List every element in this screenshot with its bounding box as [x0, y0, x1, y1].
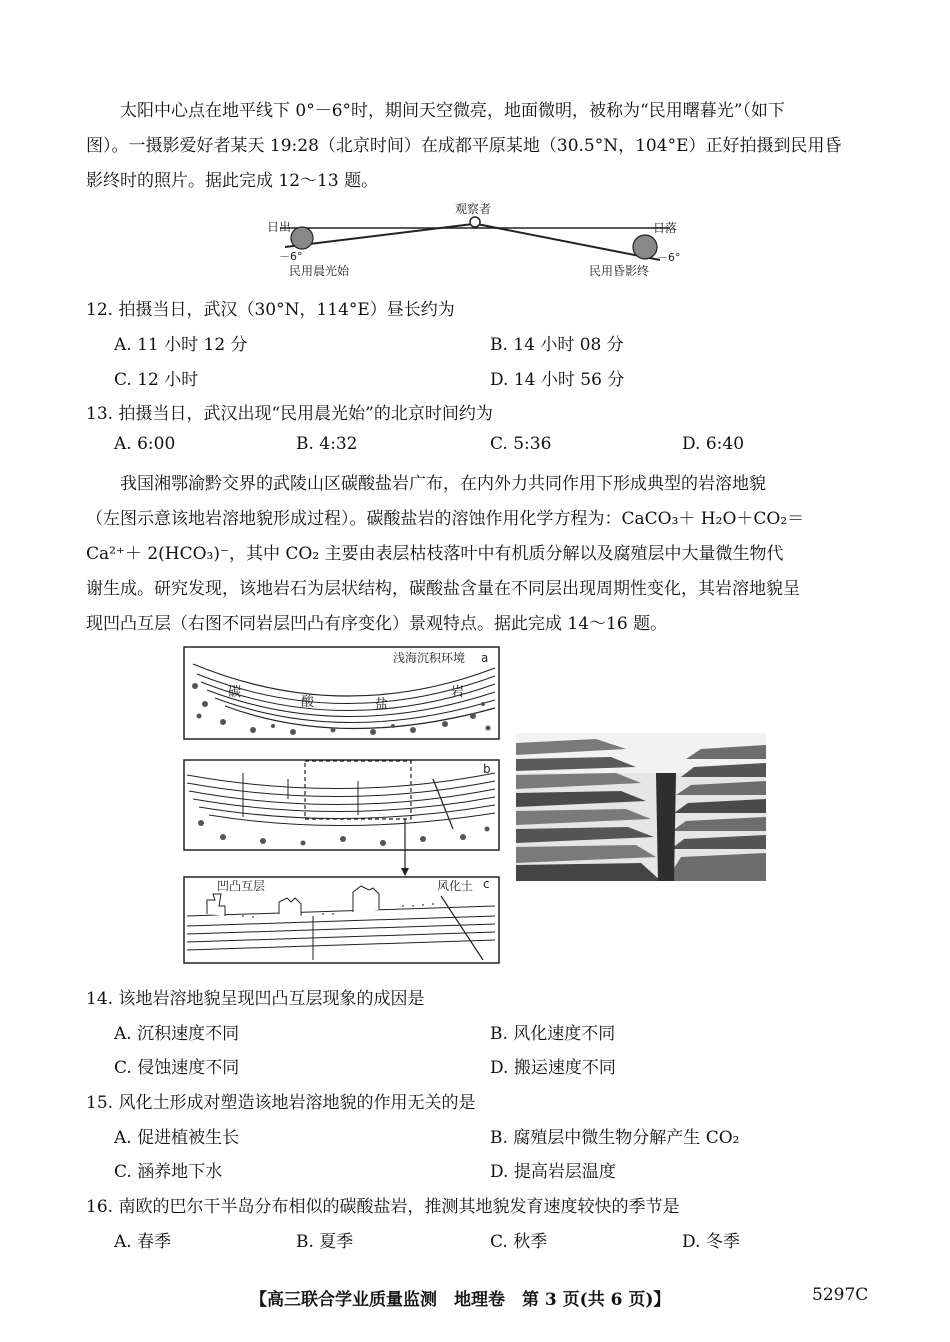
sunset-sun — [633, 235, 657, 259]
rock-char-3: 盐 — [375, 697, 389, 712]
q14-option-b[interactable]: B. 风化速度不同 — [490, 1024, 616, 1044]
panel-b-tag: b — [483, 762, 491, 776]
rock-char-2: 酸 — [301, 695, 315, 710]
q15-option-a[interactable]: A. 促进植被生长 — [114, 1128, 240, 1148]
sight-line-right — [477, 224, 660, 260]
sunrise-label: 日出 — [267, 220, 292, 234]
q12-option-a[interactable]: A. 11 小时 12 分 — [114, 335, 248, 355]
sunset-label: 日落 — [653, 221, 678, 235]
q16-option-a[interactable]: A. 春季 — [114, 1232, 172, 1252]
panel-b — [184, 760, 499, 850]
q16-stem: 16. 南欧的巴尔干半岛分布相似的碳酸盐岩，推测其地貌发育速度较快的季节是 — [86, 1197, 680, 1217]
q16-option-c[interactable]: C. 秋季 — [490, 1232, 548, 1252]
sunrise-sun — [291, 227, 313, 249]
page-footer: 【高三联合学业质量监测 地理卷 第 3 页(共 6 页)】 — [250, 1290, 671, 1310]
panel-a-tag: a — [481, 651, 489, 665]
q13-stem: 13. 拍摄当日，武汉出现“民用晨光始”的北京时间约为 — [86, 404, 493, 424]
paper-code: 5297C — [812, 1285, 869, 1305]
intro2-line5: 现凹凸互层（右图不同岩层凹凸有序变化）景观特点。据此完成 14～16 题。 — [86, 614, 668, 634]
q14-option-a[interactable]: A. 沉积速度不同 — [114, 1024, 240, 1044]
q15-option-c[interactable]: C. 涵养地下水 — [114, 1162, 223, 1182]
intro1-line3: 影终时的照片。据此完成 12～13 题。 — [86, 171, 379, 191]
intro2-line3: Ca²⁺＋ 2(HCO₃)⁻，其中 CO₂ 主要由表层枯枝落叶中有机质分解以及腐殖层中大量微生物代 — [86, 544, 784, 564]
rock-char-4: 岩 — [451, 685, 465, 700]
q13-option-d[interactable]: D. 6:40 — [682, 434, 745, 454]
angle-right-label: －6° — [657, 251, 681, 264]
dusk-label: 民用昏影终 — [589, 264, 650, 278]
q15-option-b[interactable]: B. 腐殖层中微生物分解产生 CO₂ — [490, 1128, 740, 1148]
q15-option-d[interactable]: D. 提高岩层温度 — [490, 1162, 616, 1182]
q12-option-b[interactable]: B. 14 小时 08 分 — [490, 335, 624, 355]
rock-char-1: 碳 — [228, 685, 242, 700]
twilight-diagram-svg — [255, 198, 695, 286]
karst-photo — [516, 733, 766, 881]
connector-arrow — [401, 868, 409, 876]
q12-stem: 12. 拍摄当日，武汉（30°N，114°E）昼长约为 — [86, 300, 455, 320]
q16-option-b[interactable]: B. 夏季 — [296, 1232, 354, 1252]
q13-option-c[interactable]: C. 5:36 — [490, 434, 552, 454]
q14-stem: 14. 该地岩溶地貌呈现凹凸互层现象的成因是 — [86, 989, 425, 1009]
observer-label: 观察者 — [455, 202, 492, 216]
karst-formation-diagram — [183, 646, 501, 966]
karst-photo-svg — [516, 733, 766, 881]
q14-option-d[interactable]: D. 搬运速度不同 — [490, 1058, 616, 1078]
q13-option-b[interactable]: B. 4:32 — [296, 434, 358, 454]
karst-formation-svg — [183, 646, 501, 966]
q12-option-c[interactable]: C. 12 小时 — [114, 370, 199, 390]
panel-c-tag: c — [483, 877, 490, 891]
panel-a — [184, 647, 499, 739]
panel-a-label: 浅海沉积环境 — [393, 651, 466, 665]
q12-option-d[interactable]: D. 14 小时 56 分 — [490, 370, 625, 390]
q13-option-a[interactable]: A. 6:00 — [114, 434, 176, 454]
interlayer-label: 凹凸互层 — [217, 879, 266, 893]
q15-stem: 15. 风化土形成对塑造该地岩溶地貌的作用无关的是 — [86, 1093, 476, 1113]
twilight-diagram — [255, 198, 695, 286]
observer-point — [470, 217, 480, 227]
intro1-line2: 图）。一摄影爱好者某天 19:28（北京时间）在成都平原某地（30.5°N，104°E）正好拍摄到民用昏 — [86, 136, 842, 156]
dawn-label: 民用晨光始 — [289, 264, 350, 278]
q16-option-d[interactable]: D. 冬季 — [682, 1232, 740, 1252]
intro1-line1: 太阳中心点在地平线下 0°－6°时，期间天空微亮，地面微明，被称为“民用曙暮光”（如下 — [120, 101, 785, 121]
angle-left-label: －6° — [279, 250, 303, 263]
q14-option-c[interactable]: C. 侵蚀速度不同 — [114, 1058, 240, 1078]
intro2-line4: 谢生成。研究发现，该地岩石为层状结构，碳酸盐含量在不同层出现周期性变化，其岩溶地貌呈 — [86, 579, 800, 599]
intro2-line2: （左图示意该地岩溶地貌形成过程）。碳酸盐岩的溶蚀作用化学方程为：CaCO₃＋ H₂O＋CO₂＝ — [86, 509, 805, 529]
intro2-line1: 我国湘鄂渝黔交界的武陵山区碳酸盐岩广布，在内外力共同作用下形成典型的岩溶地貌 — [120, 474, 766, 494]
weathered-soil-label: 风化土 — [437, 879, 474, 893]
panel-c — [184, 877, 499, 963]
